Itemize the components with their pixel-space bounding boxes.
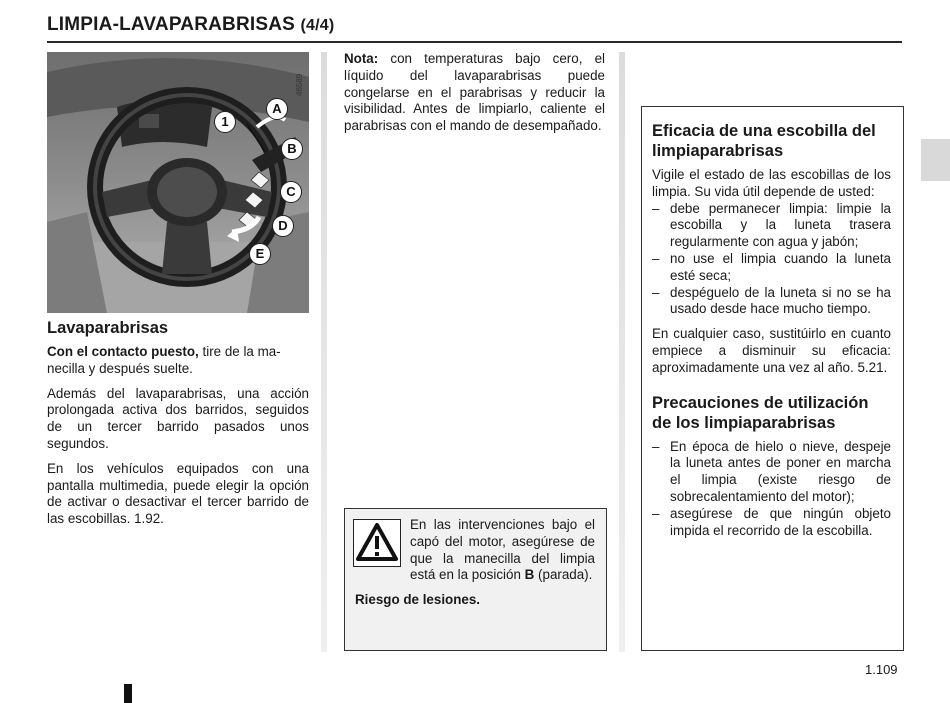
chapter-tab	[921, 139, 950, 181]
callout-D: D	[272, 215, 294, 237]
list-item: – asegúrese de que ningún objeto impida el recorrido de la escobilla.	[652, 506, 891, 540]
note-block	[344, 51, 605, 135]
callout-A: A	[266, 98, 288, 120]
title-rule	[47, 41, 902, 43]
steering-wheel-illustration	[47, 52, 309, 313]
list-item: – no use el limpia cuando la luneta esté seca;	[652, 251, 891, 285]
paragraph-contacto: Con el contacto puesto, tire de la ma- necilla y después suelte.	[47, 344, 281, 376]
left-column-text	[47, 344, 309, 528]
page-title: LIMPIA-LAVAPARABRISAS (4/4)	[47, 14, 335, 35]
warning-box	[344, 508, 607, 651]
column-divider-right	[619, 52, 625, 652]
heading-eficacia: Eficacia de una escobilla del limpiaparabrisas	[652, 122, 876, 160]
warning-risk: Riesgo de lesiones.	[355, 592, 481, 608]
callout-B: B	[281, 138, 303, 160]
column-divider-left	[321, 52, 327, 652]
paragraph-sustituir: En cualquier caso, sustitúirlo en cuanto empiece a disminuir su eficacia: aproximadamente una vez al año. 5.21.	[652, 326, 891, 375]
figure-reference-number: 46589	[295, 73, 304, 96]
page-marker	[124, 684, 132, 703]
section-heading-lavaparabrisas: Lavaparabrisas	[47, 319, 169, 337]
callout-C: C	[280, 181, 302, 203]
paragraph-pantalla-multimedia: En los vehículos equipados con una pantalla multimedia, puede elegir la opción de activar o desactivar el tercer barrido de las escobillas. 1.92.	[47, 460, 309, 527]
list-item: – En época de hielo o nieve, despeje la luneta antes de poner en marcha el limpia (existe riesgo de sobrecalentamiento del motor);	[652, 439, 891, 506]
steering-wheel-drawing	[47, 52, 309, 313]
list-item: – debe permanecer limpia: limpie la escobilla y la luneta trasera regularmente con agua y jabón;	[652, 201, 891, 251]
paragraph-vigile: Vigile el estado de las escobillas de los limpia. Su vida útil depende de usted:	[652, 167, 891, 199]
list-precauciones	[652, 439, 891, 540]
list-item: – despéguelo de la luneta si no se ha usado desde hace mucho tiempo.	[652, 285, 891, 319]
list-cuidados	[652, 201, 891, 319]
page-title-suffix: (4/4)	[300, 17, 335, 34]
heading-precauciones: Precauciones de utilización de los limpiaparabrisas	[652, 393, 869, 432]
callout-E: E	[249, 243, 271, 265]
paragraph-accion-prolongada: Además del lavaparabrisas, una acción prolongada activa dos barridos, seguidos de un tercer barrido pasados unos segundos.	[47, 385, 309, 451]
note-paragraph: Nota: con temperaturas bajo cero, el líquido del lavaparabrisas puede congelarse en el parabrisas y reducir la visibilidad. Antes de limpiarlo, caliente el parabrisas con el mando de desempañado.	[344, 51, 605, 134]
warning-text: En las intervenciones bajo el capó del motor, asegúrese de que la manecilla del limpia está en la posición B (parada). Riesgo de lesiones.	[355, 517, 595, 608]
callout-1: 1	[214, 111, 236, 133]
page-number: 1.109	[865, 662, 898, 677]
escobilla-info-box	[641, 106, 904, 651]
